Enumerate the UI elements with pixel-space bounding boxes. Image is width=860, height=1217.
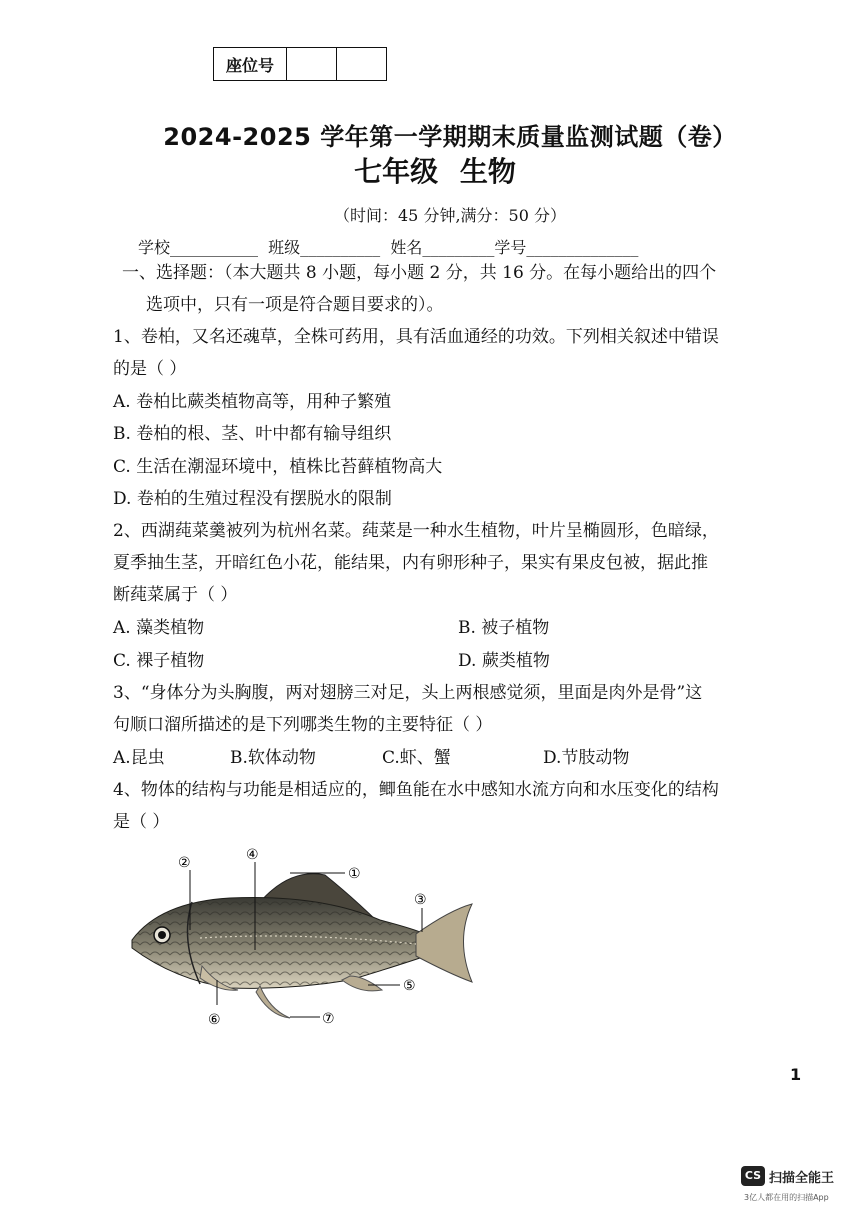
question-4-text: 4、物体的结构与功能是相适应的，鲫鱼能在水中感知水流方向和水压变化的结构 xyxy=(113,780,719,800)
question-1-option-b: B. 卷柏的根、茎、叶中都有输导组织 xyxy=(113,424,392,444)
question-3-option-c: C.虾、蟹 xyxy=(382,748,451,768)
watermark-name: 扫描全能王 xyxy=(769,1171,835,1186)
question-3-option-a: A.昆虫 xyxy=(113,748,165,768)
pelvic-fin xyxy=(256,986,290,1018)
question-2-text: 断莼菜属于（ ） xyxy=(113,585,238,605)
question-3-option-d: D.节肢动物 xyxy=(543,748,630,768)
anal-fin xyxy=(342,976,382,991)
figure-label-1: ① xyxy=(348,866,361,882)
exam-subtitle: 七年级 生物 xyxy=(354,155,516,188)
crucian-carp-figure xyxy=(120,840,500,1040)
figure-label-5: ⑤ xyxy=(403,978,416,994)
question-4-text: 是（ ） xyxy=(113,812,170,832)
question-2-text: 2、西湖莼菜羹被列为杭州名菜。莼菜是一种水生植物，叶片呈椭圆形，色暗绿， xyxy=(113,521,719,541)
student-info-line: 学校___________ 班级__________ 姓名_________学号______________ xyxy=(138,238,639,257)
question-2-text: 夏季抽生茎，开暗红色小花，能结果，内有卵形种子，果实有果皮包被，据此推 xyxy=(113,553,708,573)
figure-label-3: ③ xyxy=(414,892,427,908)
question-1-text: 的是（ ） xyxy=(113,359,187,379)
figure-label-2: ② xyxy=(178,855,191,871)
question-1-text: 1、卷柏，又名还魂草，全株可药用，具有活血通经的功效。下列相关叙述中错误 xyxy=(113,327,719,347)
question-1-option-c: C. 生活在潮湿环境中，植株比苔藓植物高大 xyxy=(113,457,443,477)
question-2-option-c: C. 裸子植物 xyxy=(113,651,205,671)
page-number: 1 xyxy=(790,1065,802,1084)
seat-number-table xyxy=(213,47,387,81)
question-3-option-b: B.软体动物 xyxy=(230,748,316,768)
section-heading: 一、选择题：（本大题共 8 小题，每小题 2 分，共 16 分。在每小题给出的四个 xyxy=(122,263,717,283)
time-info: （时间：45 分钟,满分：50 分） xyxy=(334,206,566,225)
question-3-text: 句顺口溜所描述的是下列哪类生物的主要特征（ ） xyxy=(113,715,493,735)
question-2-option-b: B. 被子植物 xyxy=(458,618,550,638)
question-2-option-d: D. 蕨类植物 xyxy=(458,651,550,671)
figure-label-6: ⑥ xyxy=(208,1012,221,1028)
question-1-option-a: A. 卷柏比蕨类植物高等，用种子繁殖 xyxy=(113,392,392,412)
seat-number-cell xyxy=(337,48,387,81)
seat-number-cell xyxy=(287,48,337,81)
question-2-option-a: A. 藻类植物 xyxy=(113,618,205,638)
question-3-text: 3、“身体分为头胸腹，两对翅膀三对足，头上两根感觉须，里面是肉外是骨”这 xyxy=(113,683,703,703)
caudal-fin xyxy=(416,904,472,982)
camscanner-logo-icon: CS xyxy=(741,1166,765,1186)
section-heading-cont: 选项中，只有一项是符合题目要求的）。 xyxy=(146,295,444,315)
figure-label-4: ④ xyxy=(246,847,259,863)
question-1-option-d: D. 卷柏的生殖过程没有摆脱水的限制 xyxy=(113,489,392,509)
exam-title: 2024-2025 学年第一学期期末质量监测试题（卷） xyxy=(163,123,737,151)
seat-number-label: 座位号 xyxy=(214,48,287,81)
watermark-tagline: 3亿人都在用的扫描App xyxy=(744,1193,829,1202)
figure-label-7: ⑦ xyxy=(322,1011,335,1027)
